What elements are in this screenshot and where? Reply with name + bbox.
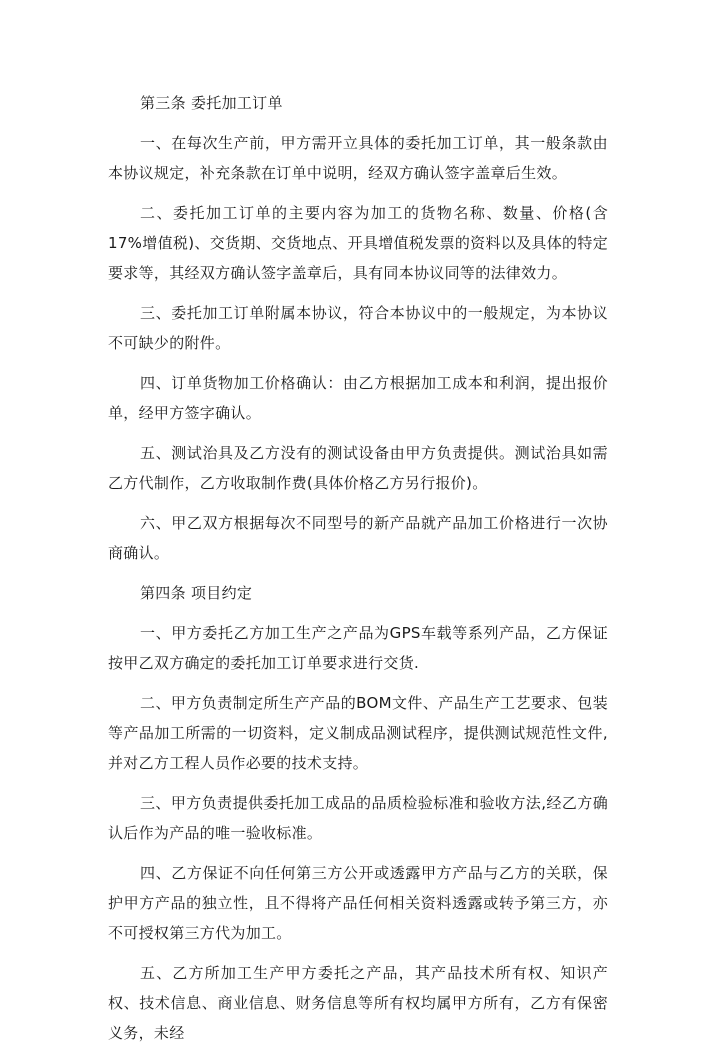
document-body [108, 88, 608, 1058]
article-3-clause-6: 六、甲乙双方根据每次不同型号的新产品就产品加工价格进行一次协商确认。 [108, 514, 608, 562]
article-3-heading: 第三条 委托加工订单 [140, 94, 283, 112]
article-4-clause-2: 二、甲方负责制定所生产产品的BOM文件、产品生产工艺要求、包装等产品加工所需的一切资料，定义制成品测试程序，提供测试规范性文件,并对乙方工程人员作必要的技术支持。 [108, 694, 608, 772]
article-3-clause-4: 四、订单货物加工价格确认：由乙方根据加工成本和利润，提出报价单，经甲方签字确认。 [108, 374, 608, 422]
article-3-clause-3: 三、委托加工订单附属本协议，符合本协议中的一般规定，为本协议不可缺少的附件。 [108, 304, 608, 352]
article-3-clause-1: 一、在每次生产前，甲方需开立具体的委托加工订单，其一般条款由本协议规定，补充条款在订单中说明，经双方确认签字盖章后生效。 [108, 134, 608, 182]
article-3-clause-5: 五、测试治具及乙方没有的测试设备由甲方负责提供。测试治具如需乙方代制作，乙方收取制作费(具体价格乙方另行报价)。 [108, 444, 608, 492]
article-4-clause-1: 一、甲方委托乙方加工生产之产品为GPS车载等系列产品，乙方保证按甲乙双方确定的委托加工订单要求进行交货. [108, 624, 608, 672]
article-4-clause-4: 四、乙方保证不向任何第三方公开或透露甲方产品与乙方的关联，保护甲方产品的独立性，且不得将产品任何相关资料透露或转予第三方，亦不可授权第三方代为加工。 [108, 864, 608, 942]
article-4-clause-3: 三、甲方负责提供委托加工成品的品质检验标准和验收方法,经乙方确认后作为产品的唯一验收标准。 [108, 794, 608, 842]
article-4-clause-5: 五、乙方所加工生产甲方委托之产品，其产品技术所有权、知识产权、技术信息、商业信息、财务信息等所有权均属甲方所有，乙方有保密义务，未经 [108, 964, 608, 1042]
article-3-clause-2: 二、委托加工订单的主要内容为加工的货物名称、数量、价格(含17%增值税)、交货期、交货地点、开具增值税发票的资料以及具体的特定要求等，其经双方确认签字盖章后，具有同本协议同等的法律效力。 [108, 204, 608, 282]
article-4-heading: 第四条 项目约定 [140, 584, 253, 602]
